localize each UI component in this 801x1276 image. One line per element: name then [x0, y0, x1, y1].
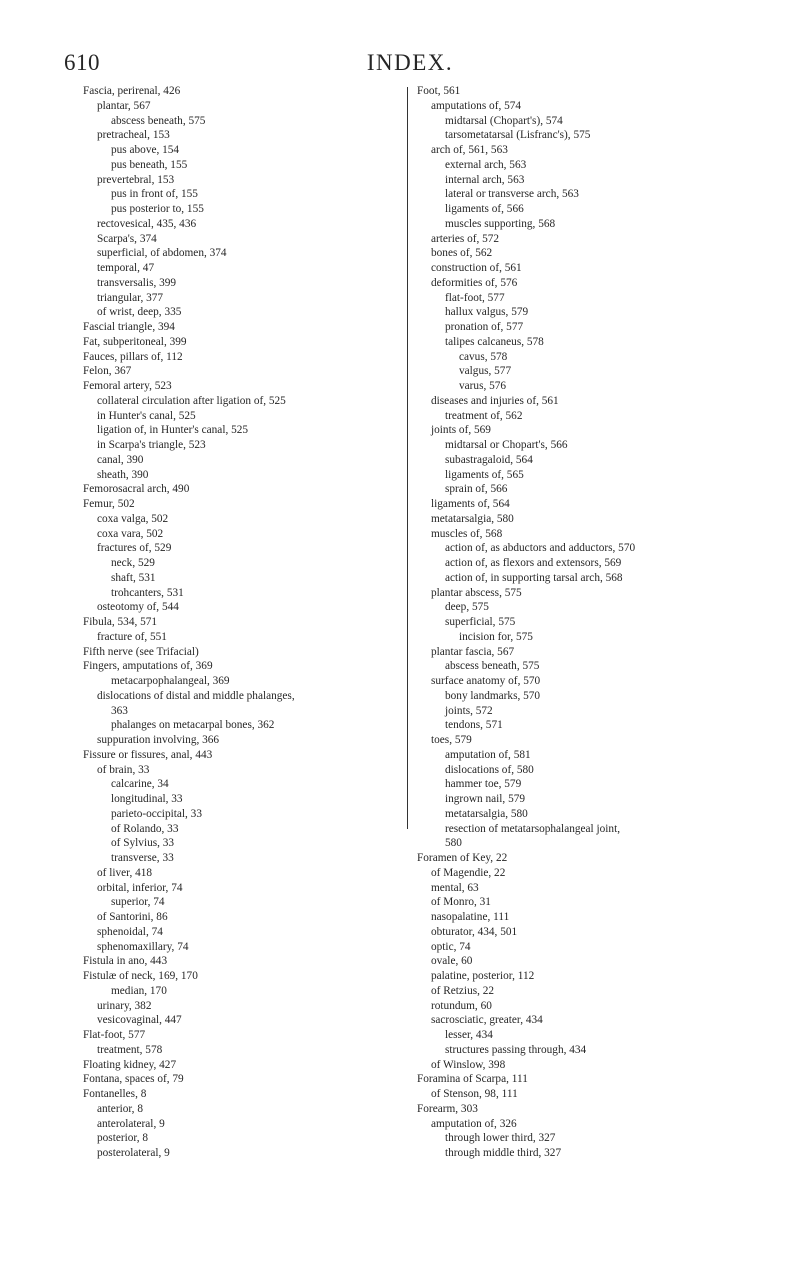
index-entry: joints, 572 — [445, 704, 493, 717]
index-entry: urinary, 382 — [97, 999, 152, 1012]
index-entry: superficial, 575 — [445, 616, 516, 628]
index-entry: Fauces, pillars of, 112 — [83, 350, 183, 363]
index-entry: ligaments of, 566 — [445, 203, 524, 215]
index-entry: Fascial triangle, 394 — [83, 321, 175, 333]
index-entry: midtarsal (Chopart's), 574 — [445, 114, 563, 127]
index-entry: in Scarpa's triangle, 523 — [97, 439, 206, 451]
index-entry: temporal, 47 — [97, 262, 155, 274]
index-entry: of Monro, 31 — [431, 896, 491, 909]
index-entry: pus posterior to, 155 — [111, 203, 204, 215]
page-number: 610 — [64, 50, 100, 75]
index-entry: muscles supporting, 568 — [445, 217, 556, 230]
index-entry: hallux valgus, 579 — [445, 306, 529, 319]
index-entry: amputations of, 574 — [431, 99, 522, 112]
index-entry: mental, 63 — [431, 881, 479, 894]
index-entry: osteotomy of, 544 — [97, 601, 179, 614]
index-entry: Fistulæ of neck, 169, 170 — [83, 970, 198, 982]
page-header — [64, 50, 756, 76]
index-entry: through middle third, 327 — [445, 1147, 562, 1159]
index-entry: surface anatomy of, 570 — [431, 675, 541, 687]
index-entry: action of, in supporting tarsal arch, 568 — [445, 571, 623, 584]
index-entry: optic, 74 — [431, 940, 471, 953]
index-entry: of liver, 418 — [97, 866, 153, 879]
index-entry: through lower third, 327 — [445, 1132, 556, 1145]
index-entry: diseases and injuries of, 561 — [431, 394, 559, 407]
index-entry: Fistula in ano, 443 — [83, 955, 168, 968]
index-entry: muscles of, 568 — [431, 527, 503, 540]
index-entry: incision for, 575 — [459, 630, 533, 643]
index-entry: Femur, 502 — [83, 498, 135, 510]
index-entry: of Winslow, 398 — [431, 1058, 506, 1071]
index-entry: treatment of, 562 — [445, 409, 523, 422]
index-entry: neck, 529 — [111, 557, 155, 569]
index-entry: transverse, 33 — [111, 852, 174, 864]
index-entry: metatarsalgia, 580 — [445, 807, 528, 820]
index-entry: sprain of, 566 — [445, 483, 508, 496]
index-column-right — [417, 84, 797, 1161]
index-entry: coxa valga, 502 — [97, 512, 169, 525]
index-entry: posterolateral, 9 — [97, 1147, 170, 1159]
index-entry: amputation of, 326 — [431, 1117, 517, 1130]
index-entry: action of, as abductors and adductors, 570 — [445, 542, 636, 555]
index-entry: construction of, 561 — [431, 262, 522, 274]
index-entry: anterolateral, 9 — [97, 1117, 165, 1130]
index-entry: of Stenson, 98, 111 — [431, 1088, 518, 1100]
index-entry: ligaments of, 565 — [445, 468, 524, 481]
index-entry: superficial, of abdomen, 374 — [97, 247, 227, 260]
index-entry: sacrosciatic, greater, 434 — [431, 1014, 543, 1027]
index-entry: obturator, 434, 501 — [431, 925, 518, 938]
index-entry: external arch, 563 — [445, 158, 527, 171]
index-entry: flat-foot, 577 — [445, 291, 505, 304]
index-entry: internal arch, 563 — [445, 173, 525, 186]
index-entry: trohcanters, 531 — [111, 586, 184, 599]
index-entry: pus above, 154 — [111, 144, 180, 156]
index-entry: Femorosacral arch, 490 — [83, 483, 190, 496]
index-entry: rotundum, 60 — [431, 999, 492, 1012]
index-entry: of Sylvius, 33 — [111, 837, 175, 850]
index-entry: median, 170 — [111, 984, 167, 997]
index-entry: pronation of, 577 — [445, 321, 524, 333]
index-entry: structures passing through, 434 — [445, 1043, 587, 1056]
index-entry: plantar, 567 — [97, 99, 151, 112]
index-entry: toes, 579 — [431, 734, 472, 746]
index-entry: in Hunter's canal, 525 — [97, 409, 196, 422]
index-entry: Fibula, 534, 571 — [83, 616, 158, 628]
index-entry: Foramen of Key, 22 — [417, 852, 508, 864]
index-entry: 580 — [445, 837, 462, 850]
index-entry: deep, 575 — [445, 601, 489, 614]
index-entry: sheath, 390 — [97, 468, 149, 481]
index-entry: sphenomaxillary, 74 — [97, 940, 189, 953]
index-entry: of wrist, deep, 335 — [97, 306, 182, 319]
index-entry: talipes calcaneus, 578 — [445, 335, 544, 348]
index-entry: rectovesical, 435, 436 — [97, 217, 197, 230]
index-entry: ingrown nail, 579 — [445, 793, 526, 805]
index-entry: arteries of, 572 — [431, 232, 500, 245]
index-entry: Fontanelles, 8 — [83, 1088, 147, 1100]
index-column-left — [83, 84, 405, 1161]
index-entry: shaft, 531 — [111, 571, 156, 584]
index-entry: of Santorini, 86 — [97, 911, 168, 923]
index-entry: anterior, 8 — [97, 1102, 143, 1115]
index-entry: sphenoidal, 74 — [97, 925, 163, 938]
index-entry: plantar fascia, 567 — [431, 645, 515, 658]
index-entry: Fat, subperitoneal, 399 — [83, 335, 187, 348]
index-entry: plantar abscess, 575 — [431, 586, 522, 599]
index-entry: ovale, 60 — [431, 955, 473, 968]
index-entry: arch of, 561, 563 — [431, 144, 508, 156]
index-entry: dislocations of distal and middle phalanges, — [97, 689, 295, 702]
index-entry: bones of, 562 — [431, 247, 493, 260]
index-entry: superior, 74 — [111, 896, 165, 909]
index-entry: parieto-occipital, 33 — [111, 807, 202, 820]
index-entry: bony landmarks, 570 — [445, 689, 541, 702]
index-entry: abscess beneath, 575 — [445, 660, 540, 673]
index-entry: varus, 576 — [459, 380, 507, 392]
index-entry: Fingers, amputations of, 369 — [83, 660, 213, 673]
index-entry: Felon, 367 — [83, 365, 132, 378]
index-entry: cavus, 578 — [459, 350, 508, 363]
index-entry: Fontana, spaces of, 79 — [83, 1073, 184, 1086]
index-entry: prevertebral, 153 — [97, 173, 175, 186]
index-entry: suppuration involving, 366 — [97, 734, 220, 746]
index-entry: vesicovaginal, 447 — [97, 1014, 182, 1027]
column-divider — [407, 87, 408, 829]
index-entry: amputation of, 581 — [445, 748, 531, 761]
index-entry: treatment, 578 — [97, 1043, 163, 1056]
index-entry: longitudinal, 33 — [111, 793, 183, 805]
index-entry: orbital, inferior, 74 — [97, 881, 183, 894]
index-entry: abscess beneath, 575 — [111, 114, 206, 127]
index-entry: transversalis, 399 — [97, 276, 177, 289]
index-entry: 363 — [111, 704, 128, 717]
index-entry: phalanges on metacarpal bones, 362 — [111, 719, 275, 732]
index-entry: coxa vara, 502 — [97, 527, 164, 540]
index-entry: posterior, 8 — [97, 1132, 149, 1145]
index-entry: Foramina of Scarpa, 111 — [417, 1073, 528, 1086]
index-entry: triangular, 377 — [97, 291, 164, 304]
index-entry: of Magendie, 22 — [431, 866, 506, 879]
index-entry: of Retzius, 22 — [431, 984, 495, 997]
index-entry: ligation of, in Hunter's canal, 525 — [97, 424, 249, 437]
index-entry: Femoral artery, 523 — [83, 380, 172, 392]
index-entry: ligaments of, 564 — [431, 498, 510, 510]
index-entry: calcarine, 34 — [111, 778, 169, 791]
index-entry: Flat-foot, 577 — [83, 1029, 146, 1041]
index-entry: collateral circulation after ligation of, 525 — [97, 394, 286, 407]
index-entry: pus in front of, 155 — [111, 188, 198, 201]
index-entry: Fifth nerve (see Trifacial) — [83, 645, 199, 658]
index-entry: of Rolando, 33 — [111, 822, 179, 835]
index-entry: pus beneath, 155 — [111, 158, 188, 171]
index-entry: nasopalatine, 111 — [431, 911, 510, 923]
index-entry: pretracheal, 153 — [97, 129, 170, 142]
index-entry: fractures of, 529 — [97, 542, 172, 555]
index-entry: Foot, 561 — [417, 85, 461, 97]
index-entry: canal, 390 — [97, 453, 144, 466]
index-entry: palatine, posterior, 112 — [431, 970, 535, 982]
index-entry: Forearm, 303 — [417, 1102, 478, 1115]
index-entry: tarsometatarsal (Lisfranc's), 575 — [445, 129, 591, 142]
index-entry: Floating kidney, 427 — [83, 1058, 177, 1071]
index-entry: hammer toe, 579 — [445, 778, 522, 791]
index-entry: Fissure or fissures, anal, 443 — [83, 748, 213, 761]
index-entry: joints of, 569 — [431, 424, 491, 437]
index-entry: subastragaloid, 564 — [445, 453, 533, 466]
index-entry: Scarpa's, 374 — [97, 232, 157, 245]
index-entry: action of, as flexors and extensors, 569 — [445, 557, 622, 569]
index-entry: metacarpophalangeal, 369 — [111, 675, 230, 687]
index-entry: lesser, 434 — [445, 1029, 493, 1041]
index-entry: deformities of, 576 — [431, 276, 518, 289]
index-entry: tendons, 571 — [445, 719, 503, 732]
index-entry: Fascia, perirenal, 426 — [83, 85, 181, 97]
index-entry: of brain, 33 — [97, 763, 150, 776]
index-entry: fracture of, 551 — [97, 630, 167, 643]
index-entry: metatarsalgia, 580 — [431, 512, 514, 525]
index-entry: dislocations of, 580 — [445, 763, 534, 776]
index-entry: lateral or transverse arch, 563 — [445, 188, 579, 201]
index-entry: resection of metatarsophalangeal joint, — [445, 822, 621, 835]
index-entry: valgus, 577 — [459, 365, 512, 378]
page-title: INDEX. — [366, 50, 454, 75]
index-entry: midtarsal or Chopart's, 566 — [445, 439, 568, 451]
